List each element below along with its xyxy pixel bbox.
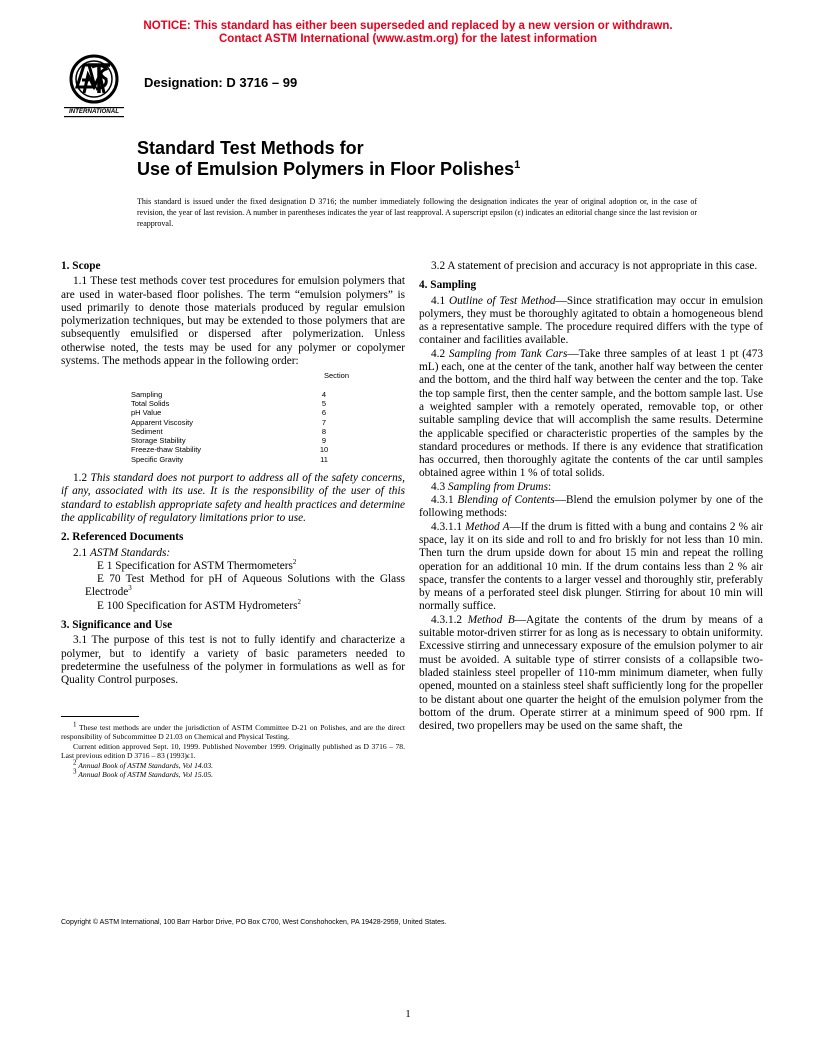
title-footnote-mark: 1 [514,159,521,171]
footnote-text: Current edition approved Sept. 10, 1999. Published November 1999. Originally published as D 3716 – 78. Last previous edition D 3716 – 83 (1993)ϵ1. [61,741,405,761]
method-section: 7 [321,417,327,427]
right-column [419,260,763,733]
astm-logo [62,53,126,119]
section-heading-sampling: 4. Sampling [419,279,477,292]
paragraph-label: Sampling from Drums [447,480,548,493]
left-column [61,260,405,780]
method-name: Total Solids [131,398,170,408]
paragraph-text: —Blend the emulsion polymer by one of the following methods: [419,494,764,520]
paragraph-4-3-1 [419,494,763,521]
paragraph-1-1: 1.1 These test methods cover test procedures for emulsion polymers that are used in water-based floor polishes. The term “emulsion polymers” is used primarily to denote those materials produced by regular emulsion polymerization techniques, but may be extended to those polymers that are subsequently emulsified or dispersed after polymerization. Unless otherwise noted, the tests may be used for any polymer or copolymer systems. The methods appear in the following order: [61,275,405,368]
method-name: pH Value [131,408,162,418]
paragraph-text: —Since stratification may occur in emulsion polymers, they must be thoroughly agitated to obtain a homogeneous blend as a representative sample. The procedure required differs with the type of container and facilities available. [419,294,763,347]
reference-footnote-mark: 3 [128,584,132,593]
method-name: Specific Gravity [131,454,184,464]
paragraph-label: Sampling from Tank Cars [448,347,568,360]
methods-table-row [61,418,405,427]
copyright-footer: Copyright © ASTM International, 100 Barr Harbor Drive, PO Box C700, West Conshohocken, PA 19428-2959, United States. [61,919,447,926]
paragraph-4-3-1-2 [419,614,763,734]
reference-footnote-mark: 2 [292,558,297,567]
methods-table-row [61,455,405,464]
reference-text: E 100 Specification for ASTM Hydrometers [97,599,298,612]
paragraph-4-3-1-1 [419,521,763,614]
reference-footnote-mark: 2 [297,597,301,606]
methods-table-row [61,427,405,436]
methods-table-row [61,436,405,445]
method-name: Apparent Viscosity [131,417,193,427]
methods-table-row [61,399,405,408]
method-section: 10 [319,445,329,455]
paragraph-4-2 [419,348,763,481]
method-section: 6 [321,408,327,418]
title-line-1: Standard Test Methods for [137,138,364,158]
footnote-mark: 3 [73,767,77,776]
footnote-text: Annual Book of ASTM Standards, Vol 15.05. [76,770,214,780]
method-section: 11 [320,454,328,464]
paragraph-number: 4.2 [431,347,446,360]
paragraph-3-2: 3.2 A statement of precision and accuracy is not appropriate in this case. [431,260,758,272]
paragraph-2-1 [61,547,405,560]
paragraph-4-1 [419,295,763,348]
footnote-divider [61,716,139,717]
methods-table-row [61,445,405,454]
paragraph-text: —Agitate the contents of the drum by means of a suitable motor-driven stirrer for as long as is necessary to obtain uniformity. Excessive stirring and unnecessary exposure of the emulsion polymer to air must be avoided. A suitable type of stirrer consists of a collapsible two-bladed stainless steel propeller of 110-mm minimum diameter, when fully opened, mounted on a stainless steel shaft sufficiently long for the propeller to be distant about one quarter the height of the emulsion polymer from the bottom of the drum. Operate stirrer at a minimum speed of 900 rpm. If desired, two propellers may be used on the same shaft, the [419,613,764,733]
paragraph-number: 1.2 [73,472,88,485]
page-number: 1 [405,1008,411,1020]
footnote-edition [61,742,405,761]
methods-table-header: Section [323,371,349,381]
document-title [137,138,520,180]
paragraph-number: 2.1 [73,546,88,559]
method-name: Freeze-thaw Stability [131,445,202,455]
logo-text: INTERNATIONAL [68,108,120,115]
footnote-1 [61,719,405,742]
paragraph-1-2 [61,472,405,525]
method-section: 5 [321,398,327,408]
paragraph-text: —Take three samples of at least 1 pt (473 mL) each, one at the center of the tank, another half way between the center and the bottom, and the third half way between the center and the top. Take the top sample first, then the center sample, and the bottom sample last. Use a weighted sampler with a remotely operated, removable top, or other suitable sampling device that will accomplish the same results. Determine the applicable specified or characteristic properties of the samples by the standard procedures or methods. If there is any evidence that stratification has occurred, then thoroughly agitate the contents of the car until samples obtained agree within 1 % of total solids. [419,347,764,480]
astm-standards-label: ASTM Standards: [89,546,171,559]
method-name: Sampling [131,389,163,399]
footnote-text: These test methods are under the jurisdiction of ASTM Committee D-21 on Polishes, and are the direct responsibility of Subcommittee D 21.03 on Chemical and Physical Testing. [61,722,405,742]
designation: Designation: D 3716 – 99 [144,75,298,90]
safety-statement: This standard does not purport to address all of the safety concerns, if any, associated with its use. It is the responsibility of the user of this standard to establish appropriate safety and health practices and determine the applicability of regulatory limitations prior to use. [61,472,405,524]
paragraph-number: 4.3.1.2 [431,613,463,626]
paragraph-3-1: 3.1 The purpose of this test is not to fully identify and characterize a polymer, but to identify a variety of basic parameters needed to predetermine the usefulness of the polymer in formulations as well as for Quality Control purposes. [61,634,405,687]
withdrawal-notice [0,20,816,46]
reference-text: E 70 Test Method for pH of Aqueous Solutions with the Glass Electrode [85,573,405,599]
paragraph-number: 4.3 [431,480,446,493]
paragraph-4-3 [419,481,763,494]
paragraph-label: Blending of Contents [457,494,555,507]
paragraph-number: 4.3.1 [431,494,454,507]
method-name: Storage Stability [131,436,186,446]
title-line-2 [137,159,520,180]
methods-table [61,371,405,464]
paragraph-number: 4.3.1.1 [431,520,463,533]
section-heading-significance: 3. Significance and Use [61,619,173,632]
reference-item [61,597,405,613]
methods-table-row [61,390,405,399]
paragraph-label: Method A [465,520,510,533]
notice-line-2: Contact ASTM International (www.astm.org) for the latest information [218,33,598,45]
method-section: 9 [321,436,327,446]
reference-text: E 1 Specification for ASTM Thermometers [97,559,293,572]
section-heading-referenced-documents: 2. Referenced Documents [61,531,184,544]
method-name: Sediment [131,426,163,436]
footnote-3 [61,767,405,780]
methods-table-row [61,408,405,417]
paragraph-label: Outline of Test Method [448,294,556,307]
issuance-preamble: This standard is issued under the fixed designation D 3716; the number immediately following the designation indicates the year of original adoption or, in the case of revision, the year of last revision. A number in parentheses indicates the year of last reapproval. A superscript epsilon (ϵ) indicates an editorial change since the last revision or reapproval. [137,197,697,228]
title-line-2-text: Use of Emulsion Polymers in Floor Polishes [137,159,515,179]
paragraph-text: —If the drum is fitted with a bung and contains 2 % air space, lay it on its side and roll to and fro briskly for not less than 10 min. Then turn the drum upside down for about 15 min and repeat the rolling operation for an additional 10 min. If the drum contains less than 2 % air space, transfer the contents to a larger vessel and thoroughly stir, preferably by means of a perforated steel disk plunger. Stirring for about 10 min will normally suffice. [419,520,764,613]
paragraph-number: 4.1 [431,294,446,307]
footnote-text: Annual Book of ASTM Standards, Vol 14.03. [76,760,214,770]
section-heading-scope: 1. Scope [61,260,101,272]
paragraph-text: : [547,480,552,493]
footnote-mark: 1 [73,719,77,728]
reference-item [61,573,405,600]
notice-line-1: NOTICE: This standard has either been superseded and replaced by a new version or withdrawn. [143,20,673,32]
paragraph-label: Method B [467,613,515,626]
footnote-mark: 2 [73,758,77,767]
method-section: 4 [321,389,327,399]
method-section: 8 [321,426,327,436]
reference-item [61,560,405,573]
